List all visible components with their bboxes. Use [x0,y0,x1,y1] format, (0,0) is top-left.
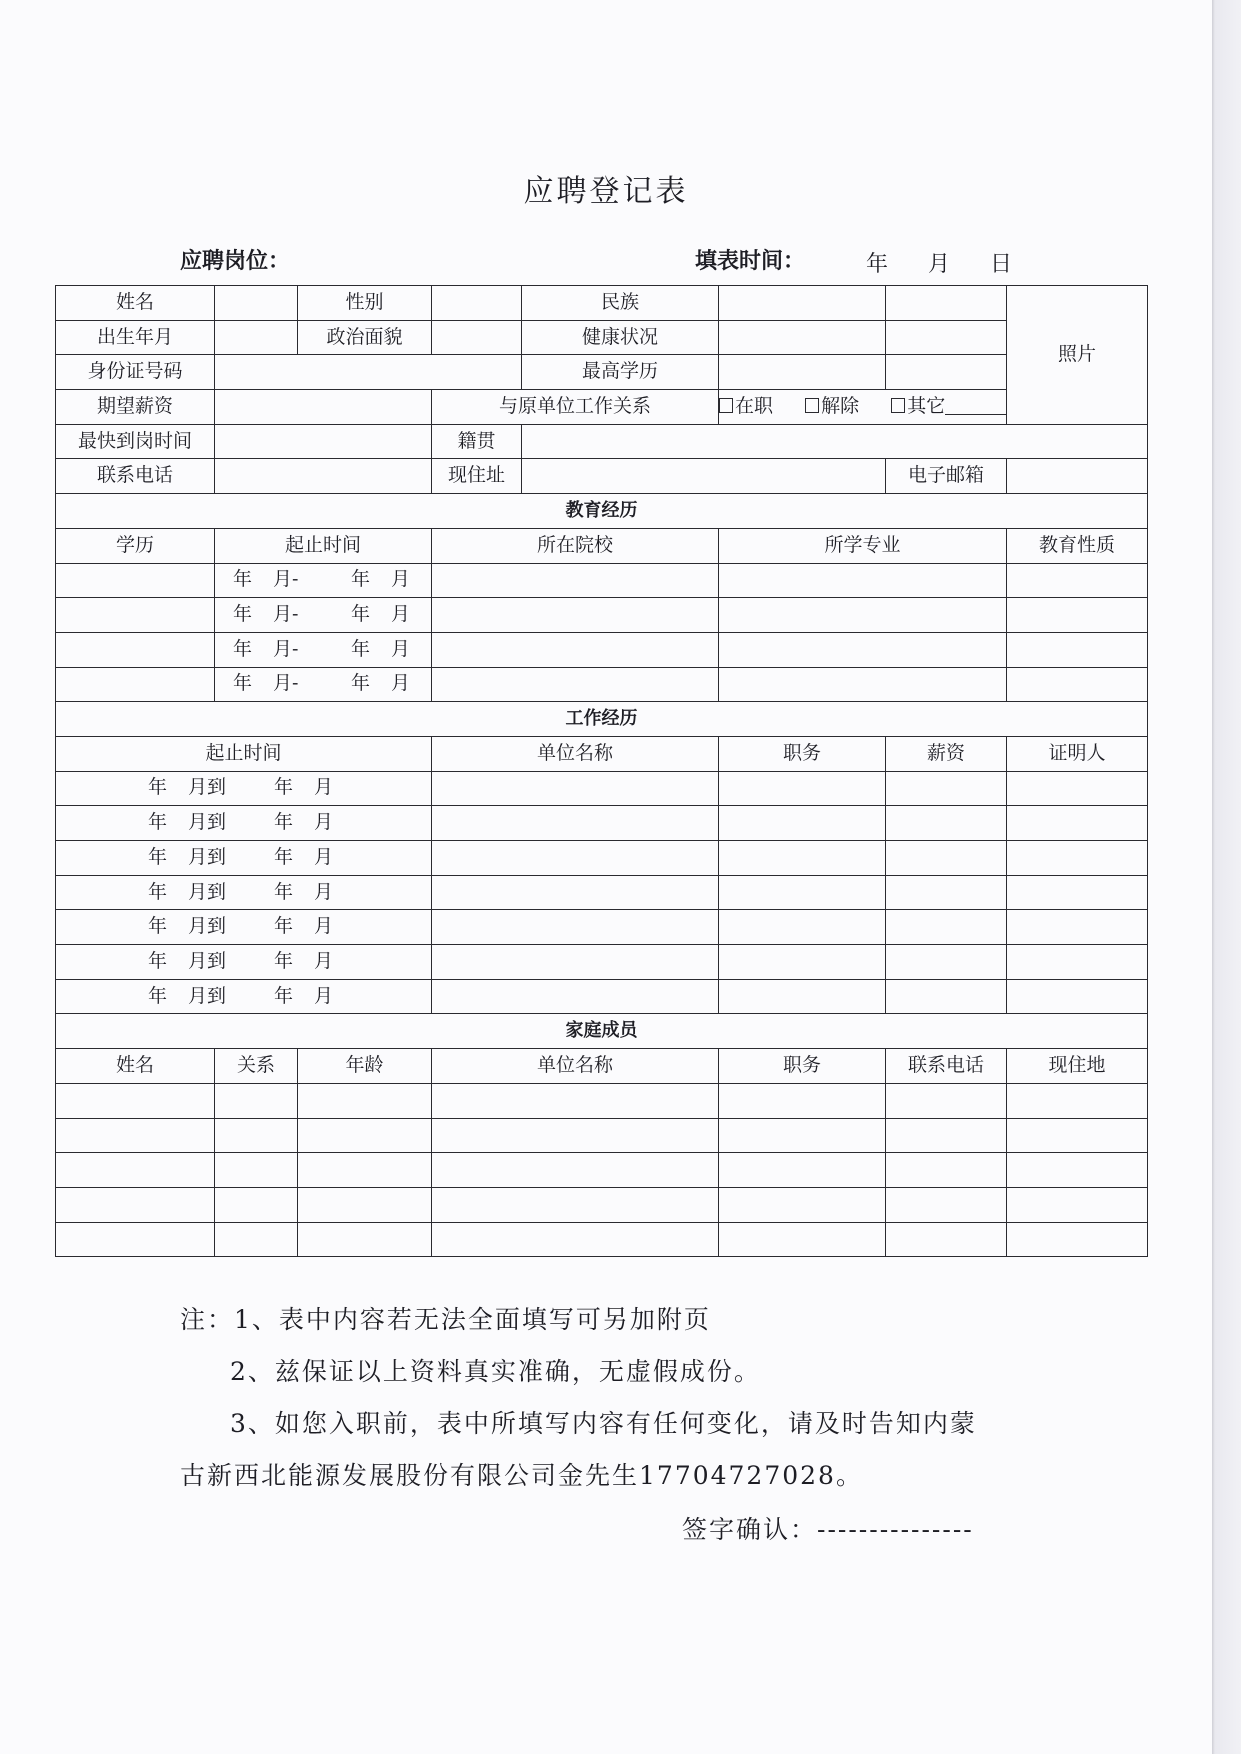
work-title-field[interactable] [719,841,886,876]
family-age-field[interactable] [298,1118,432,1153]
date-part: 月 [314,984,334,1007]
edu-major-field[interactable] [719,563,1007,598]
family-age-field[interactable] [298,1222,432,1257]
family-phone-field[interactable] [886,1118,1007,1153]
work-reference-field[interactable] [1007,910,1148,945]
work-section-row [56,702,1148,737]
work-reference-field[interactable] [1007,979,1148,1014]
position-label: 应聘岗位： [180,249,291,274]
fill-date-label: 填表时间： [695,249,806,274]
edu-period-field[interactable] [215,598,432,633]
family-header-row [56,1049,1148,1084]
edu-degree-field[interactable] [56,667,215,702]
family-residence-field[interactable] [1007,1083,1148,1118]
ethnicity-height-cell [719,286,886,321]
family-residence-field[interactable] [1007,1187,1148,1222]
gender-label: 性别 [298,286,432,321]
education-work-years-cell [719,355,886,390]
date-part: 年 [148,915,168,938]
edu-type-field[interactable] [1007,563,1148,598]
date-part: 月到 [188,984,227,1007]
signature-line[interactable]: --------------- [817,1515,974,1544]
date-part: 月 [314,949,334,972]
phone-label: 联系电话 [56,459,215,494]
education-row [56,563,1148,598]
signature-label: 签字确认： [682,1515,818,1544]
date-part: 年 [351,637,371,660]
family-header-residence: 现住地 [1007,1049,1148,1084]
work-title-field[interactable] [719,979,886,1014]
family-company-field[interactable] [432,1187,719,1222]
family-phone-field[interactable] [886,1222,1007,1257]
earliest-start-label: 最快到岗时间 [56,424,215,459]
family-relation-field[interactable] [215,1187,298,1222]
health-label: 健康状况 [522,320,719,355]
edu-major-field[interactable] [719,667,1007,702]
family-header-phone: 联系电话 [886,1049,1007,1084]
family-title-field[interactable] [719,1222,886,1257]
registration-form [55,285,1148,1257]
date-range [56,772,431,806]
family-section-title: 家庭成员 [56,1014,1148,1049]
edu-header-degree: 学历 [56,528,215,563]
family-name-field[interactable] [56,1187,215,1222]
date-range [215,564,431,598]
political-label: 政治面貌 [298,320,432,355]
date-part: 年 [148,949,168,972]
family-header-company: 单位名称 [432,1049,719,1084]
basic-row-1 [56,286,1148,321]
other-underline-field[interactable] [945,396,1006,415]
work-row [56,806,1148,841]
date-part: 年 [233,568,253,591]
opt-other-label: 其它 [907,394,946,417]
work-salary-field[interactable] [886,979,1007,1014]
date-part: 月 [391,568,411,591]
edu-school-field[interactable] [432,632,719,667]
family-age-field[interactable] [298,1153,432,1188]
work-salary-field[interactable] [886,875,1007,910]
work-title-field[interactable] [719,771,886,806]
date-part: 年 [233,603,253,626]
edu-period-field[interactable] [215,632,432,667]
work-header-salary: 薪资 [886,736,1007,771]
work-period-field[interactable] [56,806,432,841]
family-company-field[interactable] [432,1153,719,1188]
phone-field[interactable] [215,459,432,494]
family-row [56,1118,1148,1153]
date-part: 月到 [188,949,227,972]
note-3-cont: 古新西北能源发展股份有限公司金先生17704727028。 [180,1461,863,1490]
work-salary-field[interactable] [886,841,1007,876]
date-part: 年 [148,984,168,1007]
health-marital-cell [719,320,886,355]
checkbox-employed[interactable] [719,398,733,413]
family-header-title: 职务 [719,1049,886,1084]
family-residence-field[interactable] [1007,1222,1148,1257]
date-part: 年 [233,672,253,695]
family-title-field[interactable] [719,1118,886,1153]
family-name-field[interactable] [56,1222,215,1257]
date-range [56,876,431,910]
height-field[interactable] [886,286,1007,321]
family-rows [56,1083,1148,1256]
date-part: 月到 [188,880,227,903]
opt-terminated-label: 解除 [821,394,860,417]
family-title-field[interactable] [719,1187,886,1222]
date-part: 年 [274,845,294,868]
note-2: 2、兹保证以上资料真实准确，无虚假成份。 [230,1357,761,1386]
id-number-field[interactable] [215,355,522,390]
fill-date-day: 日 [990,252,1013,277]
work-title-field[interactable] [719,945,886,980]
edu-school-field[interactable] [432,598,719,633]
date-part: 年 [274,880,294,903]
date-part: 月 [391,637,411,660]
family-row [56,1083,1148,1118]
date-part: 月到 [188,845,227,868]
ethnicity-label: 民族 [522,286,719,321]
edu-header-type: 教育性质 [1007,528,1148,563]
date-part: 月到 [188,776,227,799]
native-place-field[interactable] [522,424,1148,459]
work-row [56,771,1148,806]
work-reference-field[interactable] [1007,806,1148,841]
date-part: 年 [148,880,168,903]
work-reference-field[interactable] [1007,945,1148,980]
family-row [56,1187,1148,1222]
work-salary-field[interactable] [886,806,1007,841]
family-residence-field[interactable] [1007,1118,1148,1153]
education-rows [56,563,1148,702]
work-header-reference: 证明人 [1007,736,1148,771]
family-section-row [56,1014,1148,1049]
family-company-field[interactable] [432,1222,719,1257]
date-part: 年 [274,984,294,1007]
work-header-title: 职务 [719,736,886,771]
family-phone-field[interactable] [886,1187,1007,1222]
work-row [56,910,1148,945]
date-part: 月 [314,880,334,903]
date-range [215,598,431,632]
opt-employed-label: 在职 [735,394,774,417]
edu-school-field[interactable] [432,563,719,598]
education-row [56,598,1148,633]
edu-degree-field[interactable] [56,598,215,633]
edu-header-school: 所在院校 [432,528,719,563]
edu-period-field[interactable] [215,563,432,598]
address-field[interactable] [522,459,886,494]
date-part: 月- [273,568,299,591]
name-field[interactable] [215,286,298,321]
work-reference-field[interactable] [1007,841,1148,876]
family-name-field[interactable] [56,1083,215,1118]
date-part: 年 [274,949,294,972]
date-range [56,910,431,944]
work-title-field[interactable] [719,875,886,910]
birth-label: 出生年月 [56,320,215,355]
family-residence-field[interactable] [1007,1153,1148,1188]
date-part: 月 [391,672,411,695]
expected-salary-field[interactable] [215,390,432,425]
work-company-field[interactable] [432,841,719,876]
family-relation-field[interactable] [215,1222,298,1257]
marital-field[interactable] [886,320,1007,355]
basic-row-6 [56,459,1148,494]
date-part: 年 [274,811,294,834]
signature-block [682,1510,974,1546]
basic-row-3 [56,355,1148,390]
date-part: 年 [274,915,294,938]
work-period-field[interactable] [56,979,432,1014]
work-header-row [56,736,1148,771]
checkbox-other[interactable] [891,398,905,413]
date-part: 年 [351,603,371,626]
work-title-field[interactable] [719,910,886,945]
scan-edge [1212,0,1241,1754]
work-company-field[interactable] [432,806,719,841]
date-part: 月到 [188,811,227,834]
date-range [56,980,431,1014]
family-relation-field[interactable] [215,1118,298,1153]
work-salary-field[interactable] [886,771,1007,806]
date-part: 月 [314,776,334,799]
family-phone-field[interactable] [886,1153,1007,1188]
edu-degree-field[interactable] [56,563,215,598]
work-period-field[interactable] [56,945,432,980]
political-field[interactable] [432,320,522,355]
work-company-field[interactable] [432,771,719,806]
work-header-period: 起止时间 [56,736,432,771]
work-salary-field[interactable] [886,945,1007,980]
fill-date-month: 月 [928,252,951,277]
work-years-field[interactable] [886,355,1007,390]
page-title: 应聘登记表 [523,174,689,209]
date-range [215,668,431,702]
edu-type-field[interactable] [1007,632,1148,667]
date-part: 年 [351,672,371,695]
name-label: 姓名 [56,286,215,321]
checkbox-terminated[interactable] [805,398,819,413]
family-phone-field[interactable] [886,1083,1007,1118]
edu-header-major: 所学专业 [719,528,1007,563]
work-rows [56,771,1148,1014]
family-name-field[interactable] [56,1118,215,1153]
date-part: 月 [314,811,334,834]
date-range [215,633,431,667]
edu-type-field[interactable] [1007,667,1148,702]
education-highest-label: 最高学历 [522,355,719,390]
family-row [56,1153,1148,1188]
work-row [56,945,1148,980]
work-row [56,979,1148,1014]
native-place-label: 籍贯 [432,424,522,459]
work-reference-field[interactable] [1007,875,1148,910]
family-header-age: 年龄 [298,1049,432,1084]
photo-box[interactable]: 照片 [1007,286,1148,425]
basic-row-2 [56,320,1148,355]
date-part: 月- [273,603,299,626]
date-range [56,841,431,875]
edu-period-field[interactable] [215,667,432,702]
edu-degree-field[interactable] [56,632,215,667]
date-part: 月 [314,845,334,868]
relation-options [719,390,1007,425]
date-part: 年 [148,845,168,868]
work-period-field[interactable] [56,771,432,806]
work-company-field[interactable] [432,875,719,910]
work-period-field[interactable] [56,875,432,910]
family-header-name: 姓名 [56,1049,215,1084]
relation-prev-label: 与原单位工作关系 [432,390,719,425]
earliest-start-field[interactable] [215,424,432,459]
family-relation-field[interactable] [215,1083,298,1118]
education-section-row [56,494,1148,529]
note-1: 注：1、表中内容若无法全面填写可另加附页 [180,1305,711,1334]
work-reference-field[interactable] [1007,771,1148,806]
family-title-field[interactable] [719,1083,886,1118]
date-part: 月 [314,915,334,938]
date-part: 月 [391,603,411,626]
date-range [56,806,431,840]
id-number-label: 身份证号码 [56,355,215,390]
work-company-field[interactable] [432,945,719,980]
family-company-field[interactable] [432,1118,719,1153]
date-part: 年 [351,568,371,591]
basic-row-4 [56,390,1148,425]
date-part: 年 [148,776,168,799]
family-header-relation: 关系 [215,1049,298,1084]
email-field[interactable] [1007,459,1148,494]
work-row [56,875,1148,910]
email-label: 电子邮箱 [886,459,1007,494]
family-title-field[interactable] [719,1153,886,1188]
date-part: 月- [273,637,299,660]
family-relation-field[interactable] [215,1153,298,1188]
date-part: 年 [148,811,168,834]
work-title-field[interactable] [719,806,886,841]
family-age-field[interactable] [298,1083,432,1118]
work-company-field[interactable] [432,979,719,1014]
work-row [56,841,1148,876]
education-header-row [56,528,1148,563]
note-3: 3、如您入职前，表中所填写内容有任何变化，请及时告知内蒙 [230,1409,977,1438]
family-age-field[interactable] [298,1187,432,1222]
work-period-field[interactable] [56,910,432,945]
date-part: 年 [233,637,253,660]
edu-header-period: 起止时间 [215,528,432,563]
work-salary-field[interactable] [886,910,1007,945]
expected-salary-label: 期望薪资 [56,390,215,425]
date-part: 年 [274,776,294,799]
work-period-field[interactable] [56,841,432,876]
fill-date-year: 年 [866,252,889,277]
education-section-title: 教育经历 [56,494,1148,529]
edu-school-field[interactable] [432,667,719,702]
ethnicity-height-split [719,286,885,320]
work-company-field[interactable] [432,910,719,945]
education-row [56,632,1148,667]
edu-type-field[interactable] [1007,598,1148,633]
work-header-company: 单位名称 [432,736,719,771]
family-company-field[interactable] [432,1083,719,1118]
date-range [56,945,431,979]
education-row [56,667,1148,702]
edu-major-field[interactable] [719,598,1007,633]
family-name-field[interactable] [56,1153,215,1188]
basic-row-5 [56,424,1148,459]
gender-field[interactable] [432,286,522,321]
date-part: 月- [273,672,299,695]
edu-major-field[interactable] [719,632,1007,667]
address-label: 现住址 [432,459,522,494]
date-part: 月到 [188,915,227,938]
birth-field[interactable] [215,320,298,355]
work-section-title: 工作经历 [56,702,1148,737]
family-row [56,1222,1148,1257]
